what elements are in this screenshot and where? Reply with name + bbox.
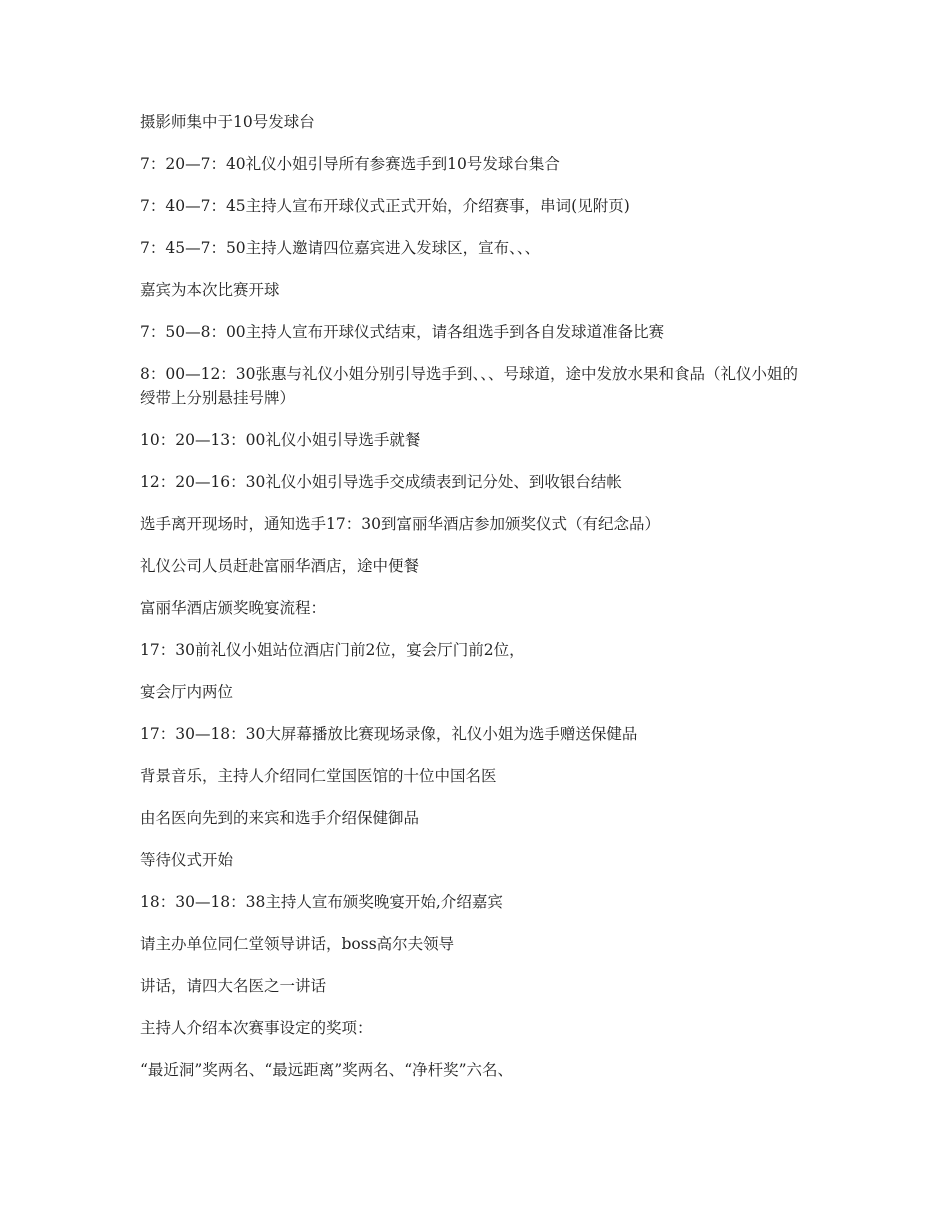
text-line-notify-players: 选手离开现场时，通知选手17：30到富丽华酒店参加颁奖仪式（有纪念品） xyxy=(140,515,660,533)
text-line-0750: 7：50—8：00主持人宣布开球仪式结束，请各组选手到各自发球道准备比赛 xyxy=(140,323,665,341)
text-line-doctors-intro: 由名医向先到的来宾和选手介绍保健御品 xyxy=(140,809,420,827)
text-line-guest-tee-off: 嘉宾为本次比赛开球 xyxy=(140,281,280,299)
text-line-doctor-speech: 讲话，请四大名医之一讲话 xyxy=(140,977,327,995)
text-line-photographer: 摄影师集中于10号发球台 xyxy=(140,113,315,131)
text-line-awards-list: “最近洞”奖两名、“最远距离”奖两名、“净杆奖”六名、 xyxy=(140,1061,514,1079)
text-line-0800: 8：00—12：30张惠与礼仪小姐分别引导选手到、、、号球道，途中发放水果和食品（礼仪小姐的绶带上分别悬挂号牌） xyxy=(140,365,799,407)
text-line-hall-positions: 宴会厅内两位 xyxy=(140,683,234,701)
text-line-0740: 7：40—7：45主持人宣布开球仪式正式开始，介绍赛事，串词(见附页) xyxy=(140,197,630,215)
text-line-0720: 7：20—7：40礼仪小姐引导所有参赛选手到10号发球台集合 xyxy=(140,155,560,173)
text-line-1830: 18：30—18：38主持人宣布颁奖晚宴开始,介绍嘉宾 xyxy=(140,893,503,911)
text-line-0745: 7：45—7：50主持人邀请四位嘉宾进入发球区，宣布、、、 xyxy=(140,239,541,257)
text-line-waiting: 等待仪式开始 xyxy=(140,851,234,869)
text-line-1220: 12：20—16：30礼仪小姐引导选手交成绩表到记分处、到收银台结帐 xyxy=(140,473,622,491)
text-line-staff-transfer: 礼仪公司人员赶赴富丽华酒店，途中便餐 xyxy=(140,557,420,575)
text-line-1730-positions: 17：30前礼仪小姐站位酒店门前2位，宴会厅门前2位， xyxy=(140,641,525,659)
text-line-background-music: 背景音乐，主持人介绍同仁堂国医馆的十位中国名医 xyxy=(140,767,497,785)
document-body xyxy=(140,110,810,1100)
text-line-banquet-heading: 富丽华酒店颁奖晚宴流程： xyxy=(140,599,327,617)
text-line-host-speech: 请主办单位同仁堂领导讲话，boss高尔夫领导 xyxy=(140,935,455,953)
text-line-1730-video: 17：30—18：30大屏幕播放比赛现场录像，礼仪小姐为选手赠送保健品 xyxy=(140,725,638,743)
text-line-1020: 10：20—13：00礼仪小姐引导选手就餐 xyxy=(140,431,421,449)
text-line-awards-intro: 主持人介绍本次赛事设定的奖项： xyxy=(140,1019,373,1037)
